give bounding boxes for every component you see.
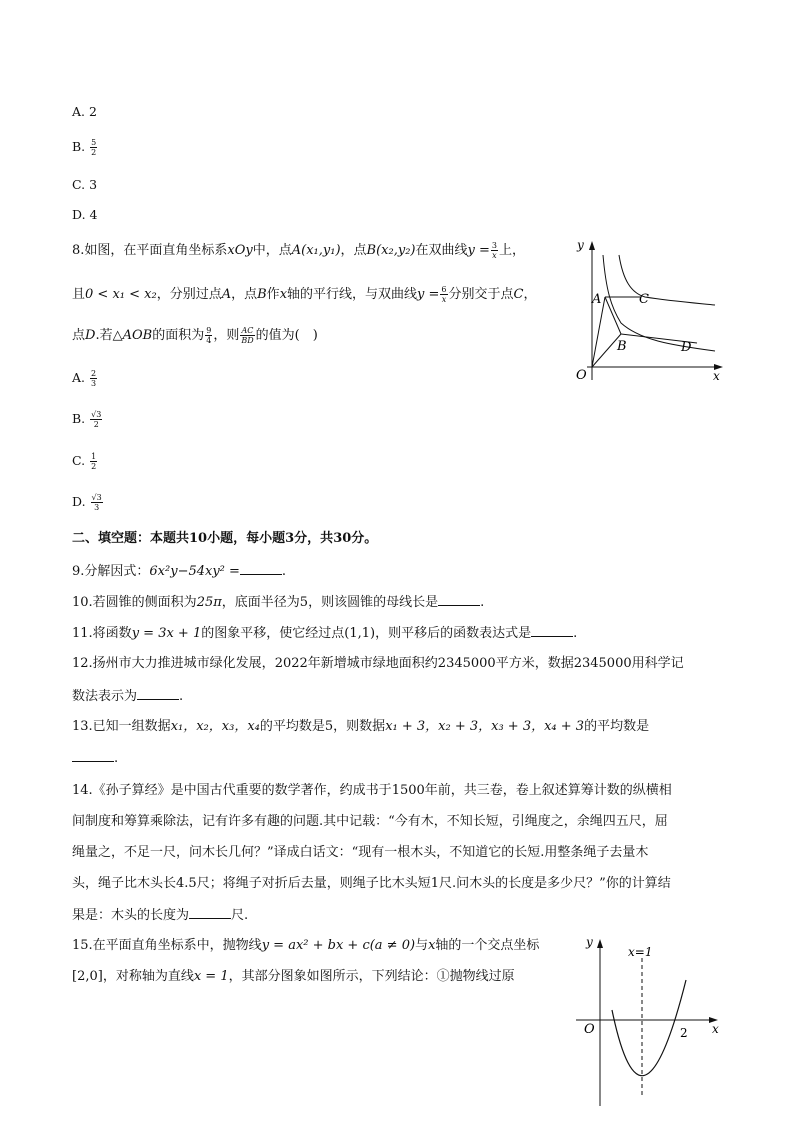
fraction: $\frac{3}{x}$ — [491, 241, 497, 260]
q8-hyperbola-figure — [565, 235, 730, 385]
fraction: $\frac{9}{4}$ — [206, 326, 212, 345]
x-axis-label: x — [713, 369, 720, 383]
x-axis-label: x — [712, 1022, 719, 1036]
q12-line-2: 数法表示为 . — [72, 689, 184, 704]
fraction: $\frac{√3}{3}$ — [91, 493, 102, 512]
q9: 9.分解因式：6x²y−54xy² = . — [72, 564, 287, 579]
y-axis-arrow — [589, 241, 595, 250]
q8-option-a: A. $\frac{2}{3}$ — [72, 369, 97, 388]
q7-option-b: B. $\frac{5}{2}$ — [72, 138, 97, 157]
q8-line-2: 且0 < x₁ < x₂，分别过点A，点B作x轴的平行线，与双曲线y = $\frac{6}{x}$ 分别交于点C， — [72, 285, 537, 304]
fraction: $\frac{1}{2}$ — [91, 452, 97, 471]
y-axis-label: y — [577, 238, 584, 252]
q7-option-a: A. 2 — [72, 104, 97, 119]
tick-label-2: 2 — [680, 1026, 688, 1040]
fraction: $\frac{AC}{BD}$ — [241, 326, 254, 345]
q8-option-d: D. $\frac{√3}{3}$ — [72, 493, 102, 512]
q7-option-c: C. 3 — [72, 177, 98, 192]
q14-line-3: 绳量之，不足一尺，问木长几何？”译成白话文：“现有一根木头，不知道它的长短.用整条绳子去量木 — [72, 845, 649, 860]
symmetry-axis-label: x=1 — [628, 945, 653, 959]
origin-label: O — [576, 368, 587, 383]
q10: 10.若圆锥的侧面积为25π，底面半径为5，则该圆锥的母线长是 . — [72, 595, 485, 610]
section-2-heading: 二、填空题：本题共10小题，每小题3分，共30分。 — [72, 531, 378, 546]
parabola — [612, 980, 686, 1076]
point-B-label: B — [617, 339, 627, 354]
q13-line-1: 13.已知一组数据x₁，x₂，x₃，x₄的平均数是5，则数据x₁ + 3，x₂ + 3，x₃ + 3，x₄ + 3的平均数是 — [72, 719, 650, 734]
q8-option-c: C. $\frac{1}{2}$ — [72, 452, 97, 471]
q14-line-5: 果是：木头的长度为 尺. — [72, 908, 249, 923]
segment-OA — [592, 297, 605, 367]
fraction: $\frac{6}{x}$ — [441, 285, 447, 304]
y-axis-arrow — [597, 939, 603, 948]
q7-option-d: D. 4 — [72, 207, 98, 222]
y-axis-label: y — [586, 935, 593, 949]
answer-blank — [72, 749, 114, 762]
point-D-label: D — [681, 340, 692, 355]
q8-line-1: 8.如图，在平面直角坐标系xOy中，点A(x₁,y₁)，点B(x₂,y₂)在双曲线y = $\frac{3}{x}$ 上， — [72, 241, 525, 260]
q15-line-2: [2,0]，对称轴为直线x = 1，其部分图象如图所示，下列结论：①抛物线过原 — [72, 969, 515, 984]
answer-blank — [531, 624, 573, 637]
point-C-label: C — [639, 292, 649, 307]
answer-blank — [438, 593, 480, 606]
fraction: $\frac{5}{2}$ — [91, 138, 97, 157]
q11: 11.将函数y = 3x + 1的图象平移，使它经过点(1,1)，则平移后的函数表达式是 . — [72, 626, 578, 641]
point-A-label: A — [592, 292, 602, 307]
q15-line-1: 15.在平面直角坐标系中，抛物线y = ax² + bx + c(a ≠ 0)与x轴的一个交点坐标 — [72, 938, 540, 953]
q14-line-4: 头，绳子比木头长4.5尺；将绳子对折后去量，则绳子比木头短1尺.问木头的长度是多少尺？”你的计算结 — [72, 876, 671, 891]
q12-line-1: 12.扬州市大力推进城市绿化发展，2022年新增城市绿地面积约2345000平方米，数据2345000用科学记 — [72, 656, 684, 671]
q8-line-3: 点D.若△AOB的面积为 $\frac{9}{4}$ ，则 $\frac{AC}{BD}$ 的值为( ) — [72, 326, 318, 345]
q15-parabola-figure — [570, 930, 730, 1110]
q8-option-b: B. $\frac{√3}{2}$ — [72, 410, 102, 429]
q14-line-2: 间制度和筹算乘除法，记有许多有趣的问题.其中记载：“今有木，不知长短，引绳度之，余绳四五尺，屈 — [72, 814, 668, 829]
answer-blank — [240, 562, 282, 575]
answer-blank — [189, 906, 231, 919]
fraction: $\frac{√3}{2}$ — [91, 410, 102, 429]
fraction: $\frac{2}{3}$ — [91, 369, 97, 388]
segment-AB — [605, 297, 621, 334]
q13-line-2: . — [72, 749, 118, 768]
origin-label: O — [584, 1022, 595, 1037]
answer-blank — [137, 687, 179, 700]
q14-line-1: 14.《孙子算经》是中国古代重要的数学著作，约成书于1500年前，共三卷，卷上叙述算筹计数的纵横相 — [72, 783, 672, 798]
